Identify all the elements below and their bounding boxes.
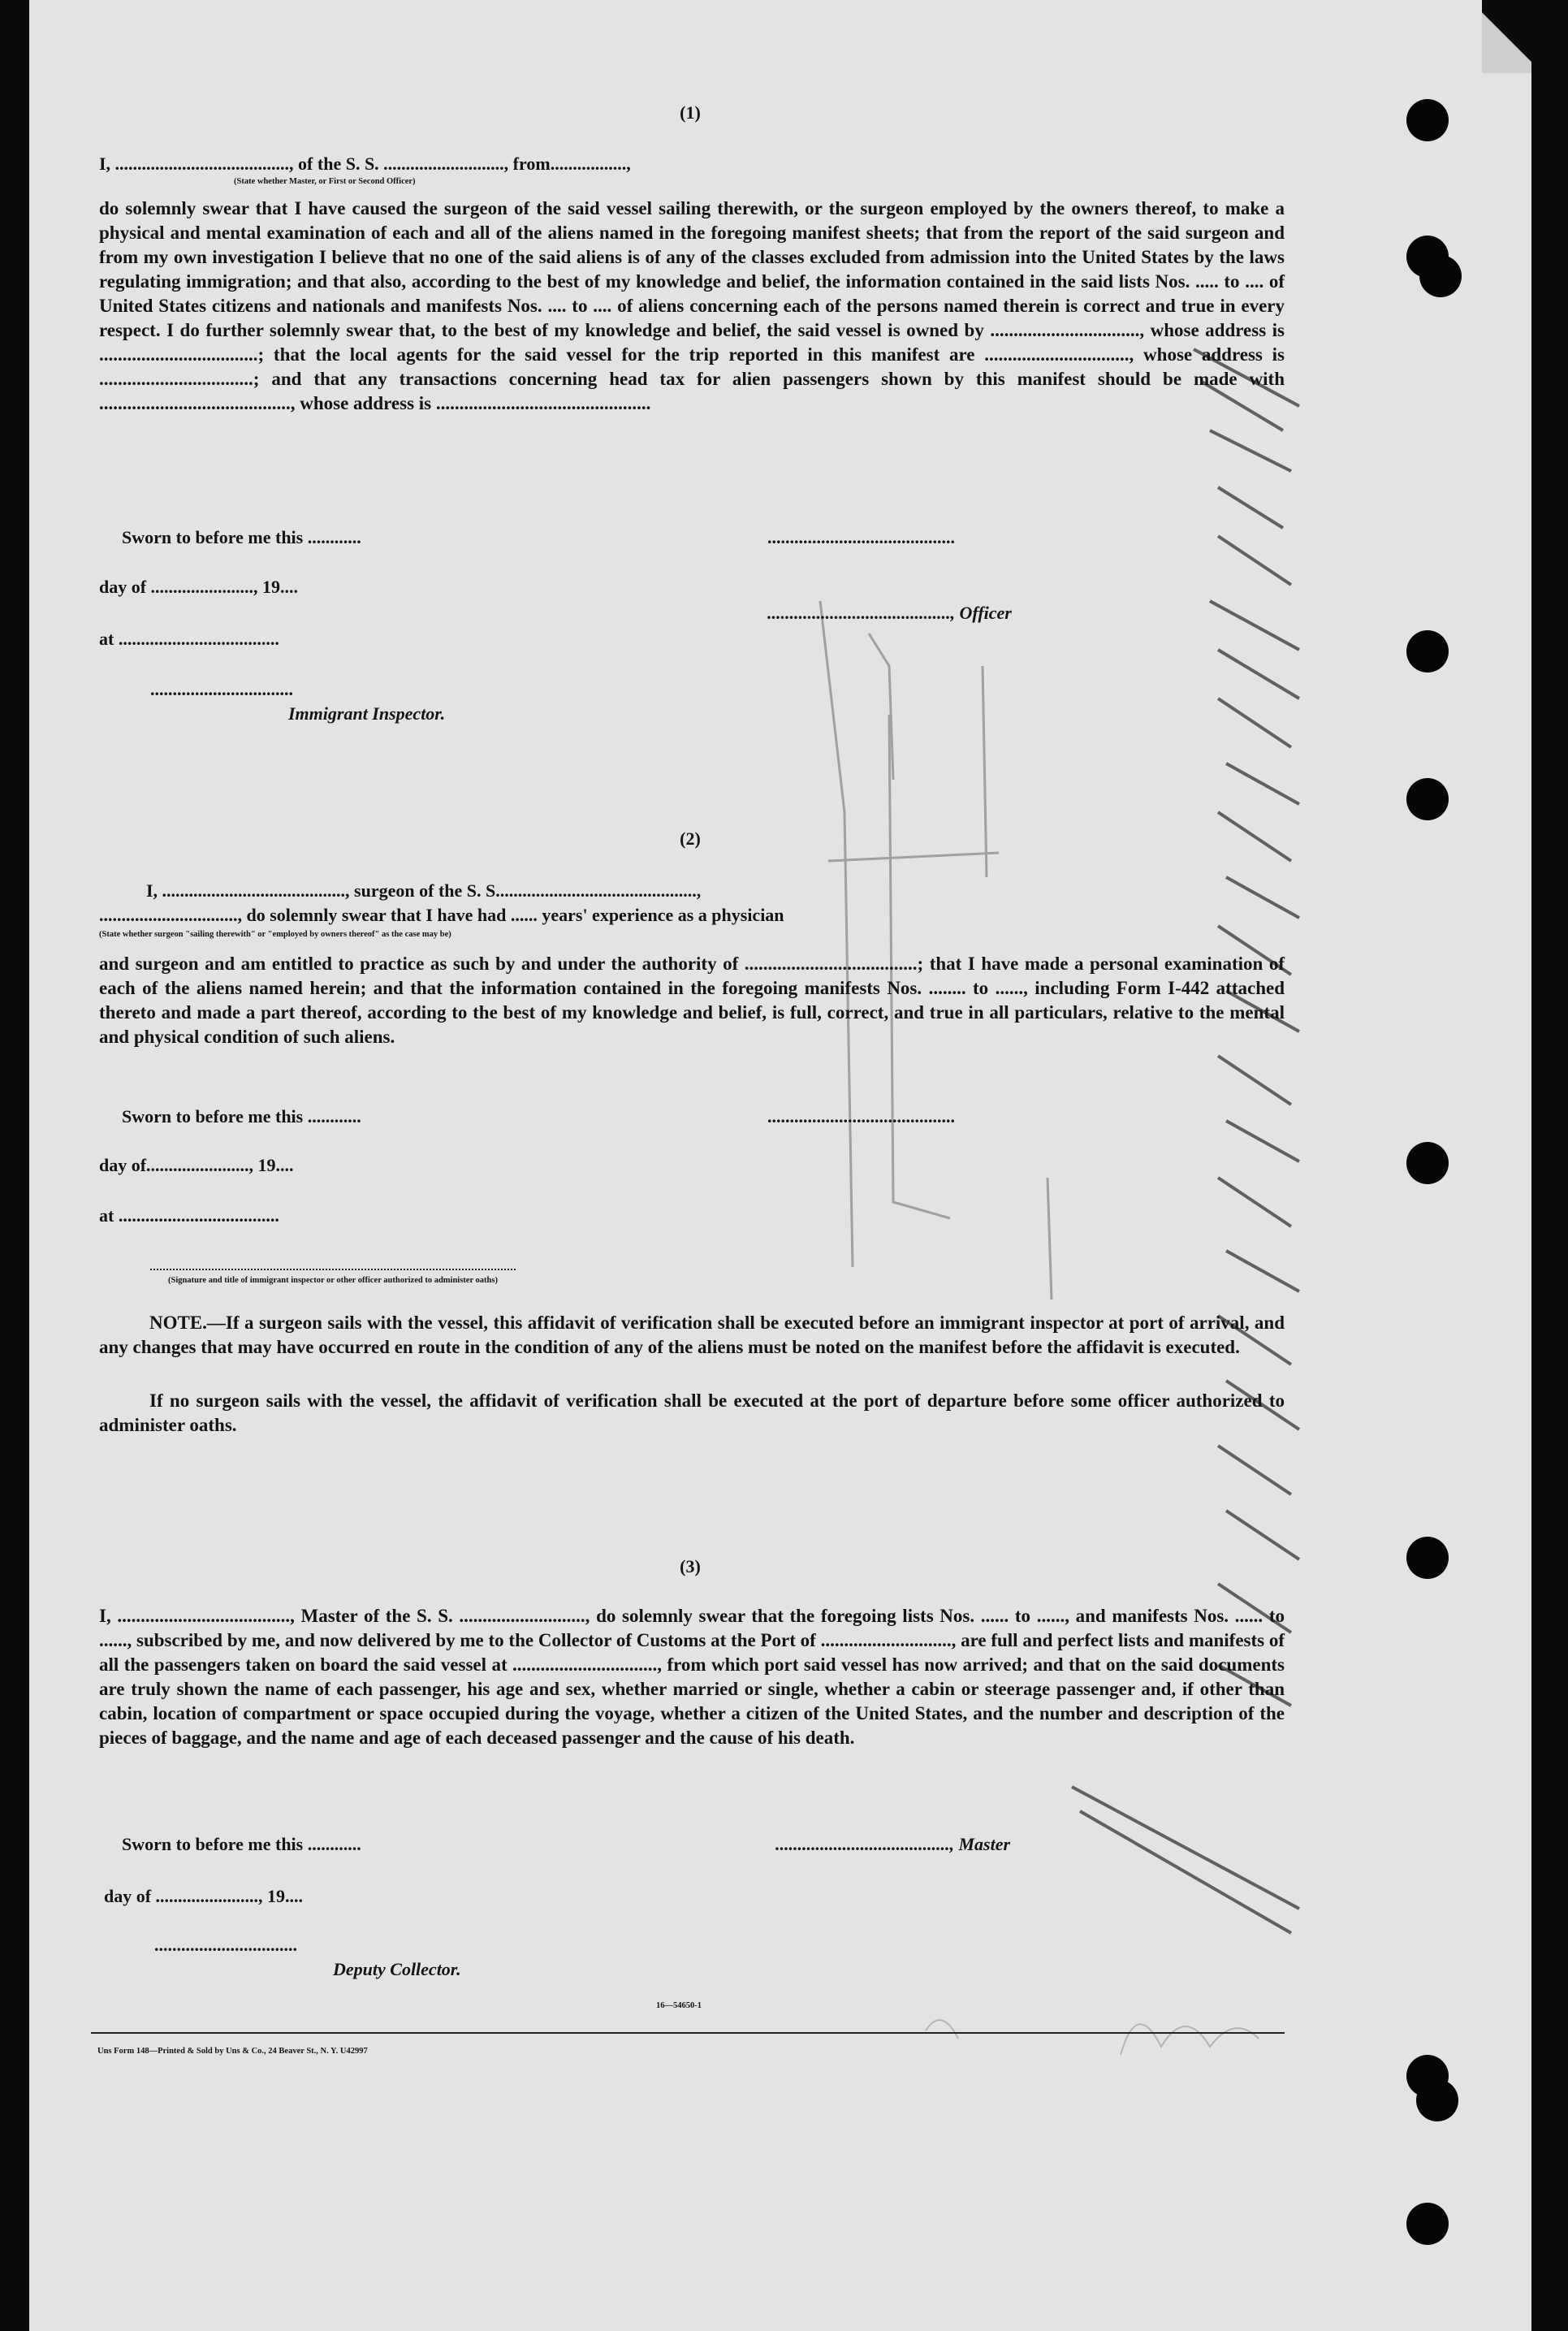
section-1-oath-paragraph: do solemnly swear that I have caused the surgeon of the said vessel sailing therewith, or the surgeon employed by the owners thereof, to make a physical and mental examination of each and all of the aliens named in the foregoing manifest sheets; that from the report of the said surgeon and from my own investigation I believe that no one of the said aliens is of any of the classes excluded from admission into the United States by the laws regulating immigration; and that also, according to the best of my knowledge and belief, the information contained in the said lists Nos. ..... to .... of United States citizens and nationals and manifests Nos. .... to .... of aliens concerning each of the persons named therein is correct and true in every respect. I do further solemnly swear that, to the best of my knowledge and belief, the said vessel is owned by ................................, whose address is ..................................; that the local agents for the said vessel for the trip reported in this manifest are ..............................., whose address is .................................; and that any transactions concerning head tax for alien passengers shown by this manifest should be made with ........................................., whose address is .............................................. [99,198,1285,413]
printer-imprint: Uns Form 148—Printed & Sold by Uns & Co., 24 Beaver St., N. Y. U42997 [97,2047,368,2056]
section-2-note-paragraph: NOTE.—If a surgeon sails with the vessel, this affidavit of verification shall be executed before an immigrant inspector at port of arrival, and any changes that may have occurred en route in the condition of any of the aliens must be noted on the manifest before the affidavit is executed. [99,1313,1285,1357]
section-1-first-line: I, ......................................., of the S. S. ..........................., from................., [99,154,631,174]
section-3-collector-line: ................................ [154,1935,297,1955]
binder-hole [1416,2079,1458,2121]
section-2-heading: (2) [680,828,701,849]
binder-hole [1406,778,1449,820]
section-2-first-line: I, ........................................., surgeon of the S. S............................................., [146,880,702,901]
section-1-at-line: at .................................... [99,629,279,649]
binder-hole [1406,1142,1449,1184]
folded-corner [1482,0,1531,73]
section-1-note: (State whether Master, or First or Second Officer) [234,177,416,186]
binder-hole [1406,630,1449,672]
section-1-inspector-line: ................................ [150,679,293,699]
section-1-officer-line: ........................................., Officer [767,603,1012,623]
section-2-oath-paragraph: and surgeon and am entitled to practice as such by and under the authority of .....................................; that I have made a personal examination of each of the aliens named herein; and that the information contained in the foregoing manifests Nos. ........ to ......, including Form I-442 attached thereto and made a part thereof, according to the best of my knowledge and belief, is full, correct, and true in all particulars, relative to the mental and physical condition of such aliens. [99,954,1285,1047]
binder-hole [1419,255,1462,297]
section-2-sworn-line: Sworn to before me this ............ [122,1106,361,1127]
section-2-day-line: day of......................., 19.... [99,1155,294,1175]
section-3-oath-paragraph: I, ....................................., Master of the S. S. ..........................., do solemnly swear that the foregoing lists Nos. ...... to ......, and manifests Nos. ...... to ......, subscribed by me, and now delivered by me to the Collector of Customs at the Port of ............................, are full and perfect lists and manifests of all the passengers taken on board the said vessel at ..............................., from which port said vessel has now arrived; and that on the said documents are truly shown the name of each passenger, his age and sex, whether married or single, whether a cabin or steerage passenger and, if other than cabin, location of compartment or space occupied during the voyage, whether a citizen of the United States, and the number and description of the pieces of baggage, and the name and age of each deceased passenger and the cause of his death. [99,1606,1285,1748]
form-number: 16—54650-1 [656,2001,702,2010]
section-3-day-line: day of ......................., 19.... [104,1886,304,1906]
section-2-second-line: ..............................., do solemnly swear that I have had ...... years' experience as a physician [99,905,784,925]
section-2-note-paragraph-2: If no surgeon sails with the vessel, the affidavit of verification shall be executed at the port of departure before some officer authorized to administer oaths. [99,1390,1285,1435]
section-2-note: (State whether surgeon "sailing therewith" or "employed by owners thereof" as the case may be) [99,930,451,939]
section-1-heading: (1) [680,102,701,123]
section-3-heading: (3) [680,1556,701,1576]
section-2-at-line: at .................................... [99,1205,279,1226]
section-2-inspector-signature-rule [150,1269,516,1270]
section-2-signature-note: (Signature and title of immigrant inspector or other officer authorized to administer oaths) [168,1276,498,1285]
section-3-collector-title: Deputy Collector. [333,1959,461,1979]
section-3-sworn-line: Sworn to before me this ............ [122,1834,361,1854]
binder-hole [1406,2203,1449,2245]
section-2-signature-line: .......................................... [767,1106,955,1127]
section-1-day-line: day of ......................., 19.... [99,577,299,597]
section-1-signature-line: .......................................... [767,527,955,547]
binder-hole [1406,99,1449,141]
section-1-inspector-title: Immigrant Inspector. [288,703,446,724]
footer-rule [91,2032,1285,2034]
section-3-master-line: ......................................., Master [775,1834,1011,1854]
binder-hole [1406,1537,1449,1579]
section-1-sworn-line: Sworn to before me this ............ [122,527,361,547]
